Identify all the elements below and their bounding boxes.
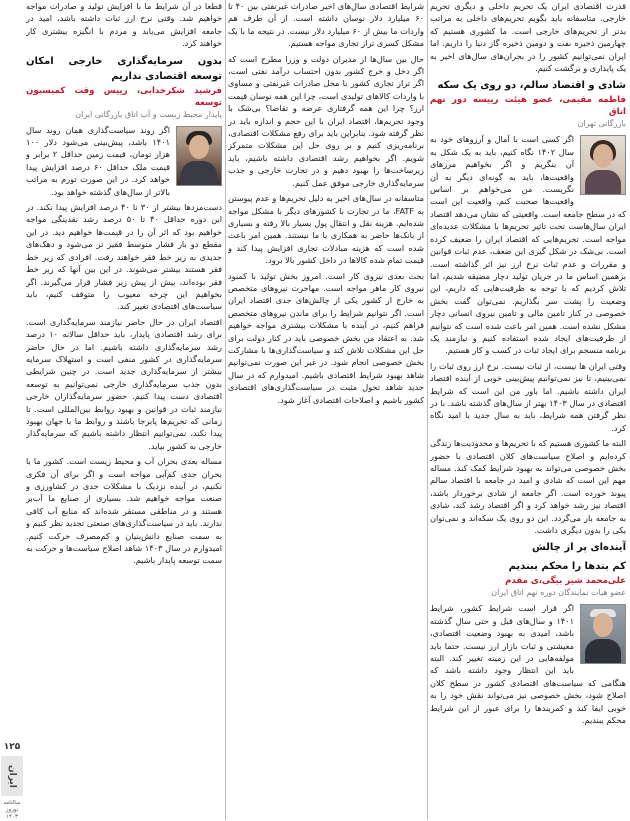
author-portrait-shirbeigi [580, 604, 626, 664]
paragraph: اقتصاد ایران در حال حاضر نیازمند سرمایه‌گذاری است. برای رشد اقتصادی پایدار، باید حداقل سالانه ۱۰ درصد رشد سرمایه‌گذاری داشته باشیم. اما در حال حاضر سرمایه‌گذاری در کشور منفی است و استهلاک سرمایه بیشتر از سرمایه‌گذاری جدید است. در چنین شرایطی بدون جذب سرمایه‌گذاری خارجی نمی‌توانیم به توسعه اقتصادی دست پیدا کنیم. حضور سرمایه‌گذاران خارجی نیازمند ثبات در قوانین و بهبود روابط بین‌المللی است. تا زمانی که تحریم‌ها پابرجا باشند و روابط ما با جهان بهبود پیدا نکند، نمی‌توانیم انتظار داشته باشیم که سرمایه‌گذار خارجی به کشور بیاید. [26, 316, 222, 451]
paragraph: اگر روند سیاست‌گذاری همان روند سال ۱۴۰۱ باشد، پیش‌بینی می‌شود دلار ۱۰۰ هزار تومان، قیمت زمین حداقل ۲ برابر و قیمت ملک حداقل ۶۰ درصد افزایش پیدا خواهد کرد. در این صورت تورم به مراتب بالاتر از سال‌های گذشته خواهد بود. [26, 124, 170, 197]
author-role: عضو هیات نمایندگان دوره نهم اتاق ایران [491, 588, 626, 598]
page-margin [0, 0, 22, 820]
section-title-investment: بدون سرمایه‌گذاری خارجی امکان توسعه اقتصادی نداریم [26, 55, 222, 82]
column-right [430, 0, 626, 820]
paragraph: قطعا در آن شرایط ما با افزایش تولید و صادرات مواجه خواهیم شد. وقتی نرخ ارز ثبات داشته باشد، امید در جامعه افزایش می‌یابد و مردم با انگیزه بیشتری کار خواهند کرد. [26, 1, 222, 49]
paragraph: دست‌مزدها بیشتر از ۳۰ تا ۴۰ درصد افزایش پیدا نکند. در این دوره حداقل ۴۰ تا ۵۰ درصد رشد نقدینگی مواجه خواهیم بود که اثر آن را در قیمت‌ها خواهیم دید. در این مقطع دو بار فشار متوسط فقیر تر می‌شود و دهک‌های جدیدی به زیر خط فقر خواهند رفت. افرادی که زیر خط فقر هستند بیشتر می‌شوند. در این بین آنها که زیر خط فقر بوده‌اند، بیش از پیش زیر فشار قرار می‌گیرند. اگر بخواهیم این چرخه معیوب را متوقف کنیم، باید سیاست‌های اقتصادی تغییر کند. [26, 202, 222, 312]
section-title-future: آینده‌ای پر از چالش [532, 542, 626, 554]
author-name: فرشید شکرخدایی، رییس وقت کمیسیون توسعه [26, 85, 222, 108]
author-role: پایدار محیط زیست و آب اتاق بازرگانی ایران [75, 109, 222, 119]
author-role: بازرگانی تهران [577, 119, 626, 129]
section-title-happiness: شادی و اقتصاد سالم، دو روی یک سکه [437, 80, 626, 92]
article-page [26, 0, 626, 820]
magazine-logo [1, 756, 23, 796]
column-left [26, 0, 222, 820]
byline-shirbeigi [430, 575, 626, 599]
section-title-belts: کم بندها را محکم ببندیم [508, 561, 626, 573]
paragraph: اگر قرار است شرایط کشور، شرایط ۱۴۰۱ و سال‌های قبل و حتی سال گذشته باشد، امیدی به بهبود وضعیت اقتصادی، معیشتی و ثبات بازار ارز نیست. حتما باید مولفه‌هایی در این زمینه تغییر کند. البته باید این انتظار وجود داشته باشد که هنگامی که سیاست‌های اقتصادی کشور در سطح کلان اصلاح شود، بخش خصوصی نیز می‌تواند نقش خود را به خوبی ایفا کند و کمربندها را برای عبور از این شرایط محکم ببندیم. [430, 603, 626, 726]
page-number: ۱۲۵ [3, 742, 21, 752]
byline-shokrkhodaei [26, 85, 222, 121]
column-divider [225, 0, 226, 820]
author-portrait-moghimi [580, 135, 626, 195]
paragraph: مساله بعدی بحران آب و محیط زیست است. کشور ما با بحران جدی کم‌آبی مواجه است و اگر برای آن فکری نکنیم، در آینده نزدیک با مشکلات جدی در کشاورزی و صنعت مواجه خواهیم شد. بسیاری از صنایع ما آب‌بر هستند و در مناطقی مستقر شده‌اند که منابع آب کافی ندارند. باید در سیاست‌گذاری‌های صنعتی تجدید نظر کنیم و به سمت صنایع دانش‌بنیان و کم‌مصرف حرکت کنیم. امیدوارم در سال ۱۴۰۳ شاهد اصلاح سیاست‌ها و حرکت به سمت توسعه پایدار باشیم. [26, 456, 222, 566]
author-name: فاطمه مقیمی، عضو هیئت رییسه دور نهم اتاق [430, 95, 626, 118]
logo-text: ایران [7, 764, 17, 788]
paragraph: متاسفانه در سال‌های اخیر به دلیل تحریم‌ها و عدم پیوستن به FATF، ما در تجارت با کشورهای دیگر با مشکل مواجه شده‌ایم. هزینه نقل و انتقال پول بسیار بالا رفته و بسیاری از بانک‌ها حاضر به همکاری با ما نیستند. همین امر باعث شده است که هزینه مبادلات تجاری افزایش پیدا کند و قیمت تمام شده کالاها در داخل کشور بالا برود. [228, 193, 424, 266]
author-portrait-shokrkhodaei [176, 126, 222, 186]
paragraph: البته ما کشوری هستیم که با تحریم‌ها و محدودیت‌ها زندگی کرده‌ایم و اصلاح سیاست‌های کلان اقتصادی با حضور بخش خصوصی می‌تواند به بهبود شرایط کمک کند. مساله مهم این است که شادی و امید در جامعه با اقتصاد سالم پیوند خورده است. اگر جامعه از شادی برخوردار باشد، اقتصاد نیز رشد خواهد کرد و اگر اقتصاد رشد کند، شادی به جامعه باز می‌گردد. این دو روی یک سکه‌اند و نمی‌توان یکی را بدون دیگری داشت. [430, 438, 626, 536]
paragraph: اگر کسی است با آمال و آرزوهای خود به سال ۱۴۰۲ نگاه کنیم، باید به یک شکل به آن بنگریم و اگر بخواهیم مرزهای واقعیت‌ها، باید به گونه‌ای دیگر به آن نگریست. من می‌خواهم بر اساس واقعیت‌ها صحبت کنم. واقعیت این است که در سطح جامعه است. واقعیتی که نشان می‌دهد اقتصاد ایران سال‌هاست تحت تاثیر تحریم‌ها با مشکلات عدیده‌ای مواجه است. تحریم‌هایی که اقتصاد ایران را ضعیف کرده است. بی‌شک در شکل گیری این ضعف، عدم ثبات قوانین و مقررات و عدم ثبات نرخ ارز نیز اثر گذاشته است. برهمین اساس ما در جریان تولید دچار مضیقه شدیم، اما تلاش کردیم که با توجه به ظرفیت‌هایی که داریم، این وضعیت را پشت سر بگذاریم. نمی‌توان گفت بخش خصوصی در کنار تامین مالی و تامین نیروی انسانی دچار مشکل نشده است. همین امر باعث شده است که نتوانیم از ظرفیت‌های ایجاد شده استفاده کنیم و نیازمند یک برنامه منسجم برای ایجاد ثبات در کسب و کار هستیم. [430, 134, 626, 356]
paragraph: قدرت اقتصادی ایران یک تحریم داخلی و دیگری تحریم خارجی. متاسفانه باید بگویم تحریم‌های داخلی به مراتب بدتر از تحریم‌های خارجی است. ما کشوری هستیم که چهارمین ذخیره نفت و دومین ذخیره گاز دنیا را داریم. اما ایران نمی‌توانیم کشور را در بحران‌های سال‌های اخیر به یک پایداری و برگشت کنیم. [430, 1, 626, 74]
issue-label: سالنامه نوروز ۱۴۰۳ [3, 800, 21, 820]
column-divider [427, 0, 428, 820]
column-middle [228, 0, 424, 820]
paragraph: حال بین سال‌ها از مدیران دولت و وزرا مطرح است که اگر دخل و خرج کشور بدون احتساب درآمد نفتی است، اگر تراز تجاری کشور با محل صادرات غیرنفتی و مساوی با واردات کالاهای تولیدی است، چرا این همه نوسان قیمت ارز؟ چرا این همه گرفتاری عرضه و تقاضا؟ بی‌شک با وجود تحریم‌ها، اقتصاد ایران با این حجم و اندازه باید در نظر گرفته شود. بنابراین باید برای رفع مشکلات اقتصادی، برنامه‌ریزی کنیم و بر روی حل این مشکلات متمرکز شویم. اگر بخواهیم رشد اقتصادی داشته باشیم، باید زیرساخت‌ها را بهبود دهیم و در تجارت خارجی و جذب سرمایه‌گذاری خارجی موفق عمل کنیم. [228, 53, 424, 188]
byline-moghimi [430, 94, 626, 130]
author-name: علی‌محمد شیر بیگی،ی مقدم [505, 576, 626, 587]
paragraph: بحث بعدی نیروی کار است. امروز بخش تولید با کمبود نیروی کار ماهر مواجه است. مهاجرت نیروهای متخصص به خارج از کشور یکی از چالش‌های جدی اقتصاد ایران است. اگر نتوانیم شرایط را برای ماندن نیروهای متخصص فراهم کنیم، در آینده با مشکلات بیشتری مواجه خواهیم شد. به اعتقاد من بخش خصوصی باید در کنار دولت برای حل این مشکلات تلاش کند و سیاست‌گذاری‌ها با مشارکت بخش خصوصی انجام شود. در غیر این صورت نمی‌توانیم شاهد بهبود شرایط اقتصادی باشیم. امیدوارم که در سال جدید شاهد تحول مثبت در سیاست‌گذاری‌های اقتصادی کشور باشیم و اصلاحات اقتصادی آغاز شود. [228, 270, 424, 405]
paragraph: وقتی ایران ها نیست، از ثبات نیست. نرخ ارز روی ثبات را نمی‌بینیم، تا نیز نمی‌توانیم پیش‌بینی خوبی از آینده اقتصاد ایران داشته باشیم. اما باور من این است که شرایط اقتصادی در سال ۱۴۰۳ بهتر از سال‌های گذشته باشد. با در نظر گرفتن همه شرایط، باید به سال جدید با امید نگاه کرد. [430, 360, 626, 433]
paragraph: شرایط اقتصادی سال‌های اخیر صادرات غیرنفتی بین ۴۰ تا ۶۰ میلیارد دلار نوسان داشته است. از آن طرف هم واردات ما بیش از ۶۰ میلیارد دلار نیست. در نتیجه ما با یک مشکل کسری تراز تجاری مواجه هستیم. [228, 1, 424, 49]
